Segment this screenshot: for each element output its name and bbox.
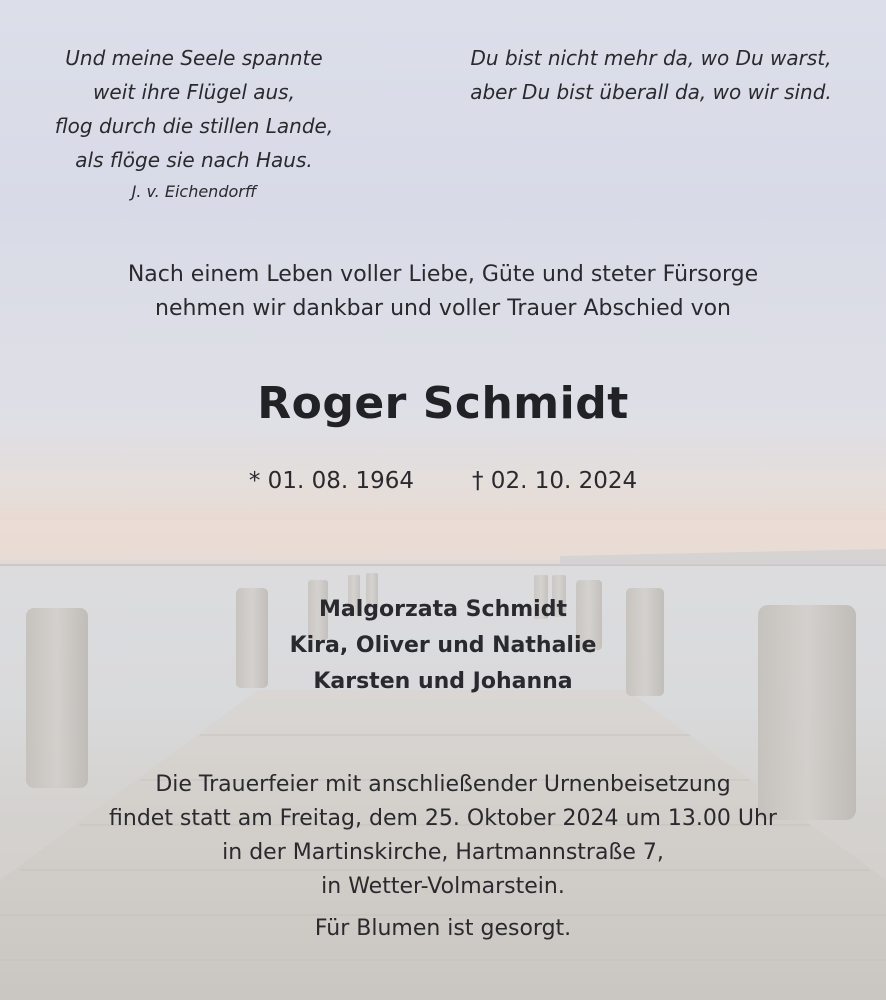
life-dates bbox=[0, 468, 886, 494]
intro-text bbox=[0, 258, 886, 326]
family-member: Malgorzata Schmidt bbox=[319, 597, 567, 622]
quote-right bbox=[456, 41, 846, 109]
funeral-details bbox=[0, 768, 886, 904]
quote-author: J. v. Eichendorff bbox=[131, 182, 257, 201]
funeral-line: Die Trauerfeier mit anschließender Urnenbeisetzung bbox=[155, 772, 731, 797]
quote-left-line: als flöge sie nach Haus. bbox=[75, 148, 313, 172]
intro-line: nehmen wir dankbar und voller Trauer Abschied von bbox=[155, 296, 731, 321]
funeral-line: findet statt am Freitag, dem 25. Oktober 2024 um 13.00 Uhr bbox=[109, 806, 777, 831]
quote-left-line: flog durch die stillen Lande, bbox=[54, 114, 334, 138]
quote-left-line: weit ihre Flügel aus, bbox=[93, 80, 295, 104]
deceased-name: Roger Schmidt bbox=[257, 378, 629, 429]
funeral-line: in der Martinskirche, Hartmannstraße 7, bbox=[222, 840, 664, 865]
flowers-note: Für Blumen ist gesorgt. bbox=[314, 916, 572, 941]
birth-date: * 01. 08. 1964 bbox=[248, 468, 414, 494]
family-member: Karsten und Johanna bbox=[313, 669, 573, 694]
quote-right-line: aber Du bist überall da, wo wir sind. bbox=[470, 80, 832, 104]
funeral-line: in Wetter-Volmarstein. bbox=[321, 874, 565, 899]
quote-left bbox=[44, 41, 344, 207]
intro-line: Nach einem Leben voller Liebe, Güte und steter Fürsorge bbox=[127, 262, 759, 287]
quote-left-line: Und meine Seele spannte bbox=[65, 46, 323, 70]
quote-right-line: Du bist nicht mehr da, wo Du warst, bbox=[470, 46, 832, 70]
death-date: † 02. 10. 2024 bbox=[472, 468, 638, 494]
family-member: Kira, Oliver und Nathalie bbox=[289, 633, 597, 658]
family-members bbox=[0, 592, 886, 700]
